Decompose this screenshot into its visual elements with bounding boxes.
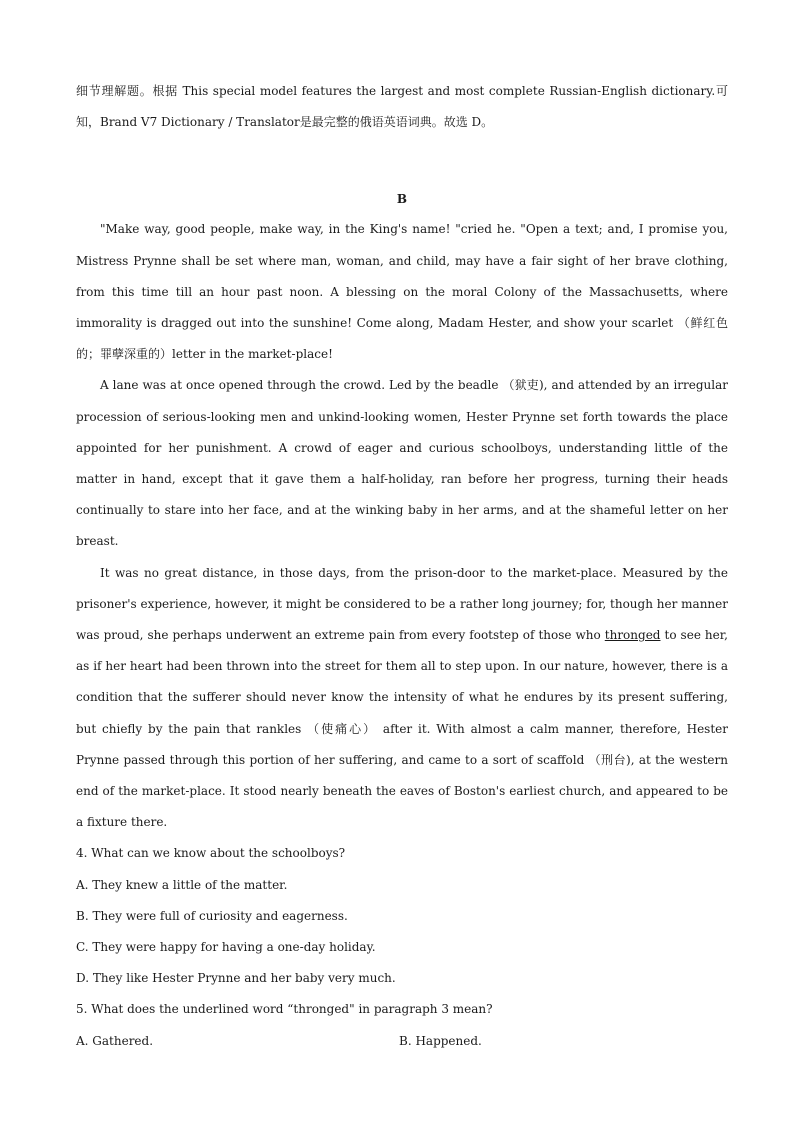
question-4-option-b: B. They were full of curiosity and eagerness. — [76, 908, 348, 923]
question-4 — [76, 838, 728, 994]
passage-paragraph-2: A lane was at once opened through the crowd. Led by the beadle （狱吏), and attended by an irregular procession of serious-looking men and unkind-looking women, Hester Prynne set forth towards the place appointed for her punishment. A crowd of eager and curious schoolboys, understanding little of the matter in hand, except that it gave them a half-holiday, ran before her progress, turning their heads continually to stare into her face, and at the winking baby in her arms, and at the shameful letter on her breast. — [76, 378, 728, 549]
section-title: B — [396, 192, 408, 207]
intro-explanation: 细节理解题。根据 This special model features the largest and most complete Russian-English dictionary.可知，Brand V7 Dictionary / Translator是最完整的俄语英语词典。故选 D。 — [76, 84, 728, 130]
question-4-option-d: D. They like Hester Prynne and her baby very much. — [76, 971, 396, 986]
question-4-option-c: C. They were happy for having a one-day holiday. — [76, 940, 376, 955]
passage-paragraph-1: "Make way, good people, make way, in the King's name! "cried he. "Open a text; and, I promise you, Mistress Prynne shall be set where man, woman, and child, may have a fair sight of her brave clothing, from this time till an hour past noon. A blessing on the moral Colony of the Massachusetts, where immorality is dragged out into the sunshine! Come along, Madam Hester, and show your scarlet （鲜红色的；罪孽深重的）letter in the market-place! — [76, 222, 728, 362]
question-4-stem: 4. What can we know about the schoolboys? — [76, 846, 346, 861]
passage-paragraph-3 — [76, 558, 728, 839]
question-5-options-row — [76, 1026, 728, 1057]
underlined-word-thronged: thronged — [604, 628, 661, 643]
question-5 — [76, 994, 728, 1056]
paragraph-3-text-before: It was no great distance, in those days, from the prison-door to the market-place. Measured by the prisoner's experience, however, it might be considered to be a rather long journey; for, though her manner was proud, she perhaps underwent an extreme pain from every footstep of those who — [76, 565, 728, 643]
paragraph-3-text-after: to see her, as if her heart had been thrown into the street for them all to step upon. In our nature, however, there is a condition that the sufferer should never know the intensity of what he endures by its present suffering, but chiefly by the pain that rankles （使痛心） after it. With almost a calm manner, therefore, Hester Prynne passed through this portion of her suffering, and came to a sort of scaffold （刑台), at the western end of the market-place. It stood nearly beneath the eaves of Boston's earliest church, and appeared to be a fixture there. — [76, 628, 728, 830]
question-5-option-a: A. Gathered. — [76, 1033, 154, 1048]
question-4-option-a: A. They knew a little of the matter. — [76, 877, 288, 892]
document-page — [76, 76, 728, 1057]
question-5-stem: 5. What does the underlined word “thronged" in paragraph 3 mean? — [76, 1002, 493, 1017]
question-5-option-b: B. Happened. — [399, 1033, 482, 1048]
